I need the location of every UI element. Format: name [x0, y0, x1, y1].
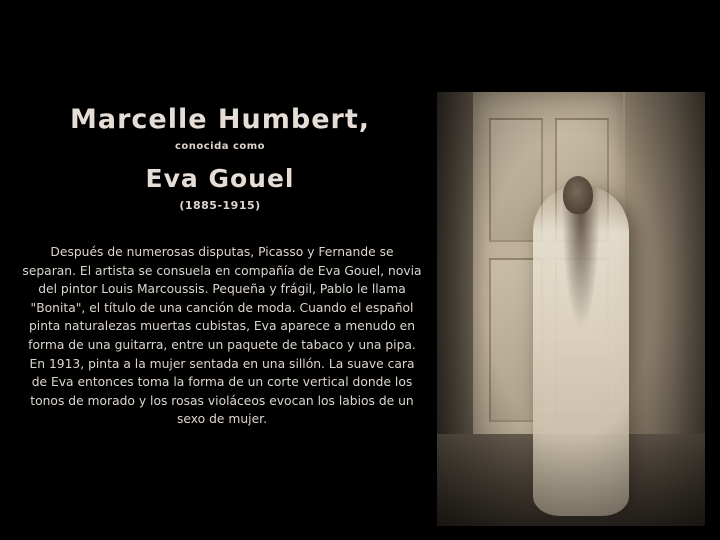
photo-vignette-overlay — [437, 92, 705, 526]
portrait-photo — [437, 92, 705, 526]
title-alias-name: Eva Gouel — [145, 164, 295, 193]
body-paragraph: Después de numerosas disputas, Picasso y Fernande se separan. El artista se consuela en compañía de Eva Gouel, novia del pintor Louis Marcoussis. Pequeña y frágil, Pablo le llama "Bonita", el título de una canción de moda. Cuando el español pinta naturalezas muertas cubistas, Eva aparece a menudo en forma de una guitarra, entre un paquete de tabaco y una pipa. En 1913, pinta a la mujer sentada en una sillón. La suave cara de Eva entonces toma la forma de un corte vertical donde los tonos de morado y los rosas violáceos evocan los labios de un sexo de mujer. — [22, 245, 422, 427]
title-subtitle-known-as: conocida como — [174, 141, 266, 152]
page-title: Marcelle Humbert, — [69, 104, 370, 135]
title-life-dates: (1885-1915) — [179, 199, 261, 212]
